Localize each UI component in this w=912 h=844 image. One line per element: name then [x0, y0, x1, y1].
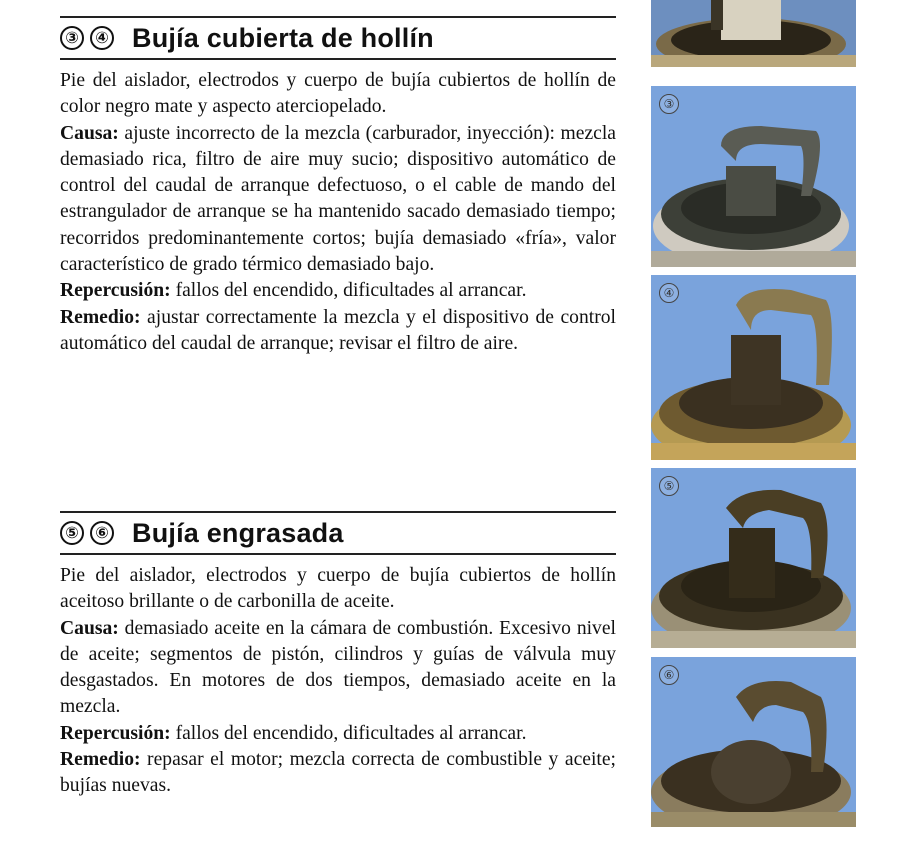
spark-plug-icon — [651, 86, 856, 267]
spark-plug-photo-5 — [651, 468, 856, 648]
figure-number-3: ③ — [60, 26, 84, 50]
intro-text: Pie del aislador, electrodos y cuerpo de bujía cubiertos de hollín de color negro mate y aspecto aterciopelado. — [60, 70, 616, 118]
spark-plug-photo-3 — [651, 86, 856, 267]
effect-paragraph — [60, 278, 616, 304]
section-soot-fouled — [60, 16, 616, 357]
figure-number-5: ⑤ — [60, 521, 84, 545]
effect-text: fallos del encendido, dificultades al arrancar. — [170, 722, 527, 744]
remedy-label: Remedio: — [60, 306, 141, 328]
bottom-rule — [60, 58, 616, 60]
spark-plug-icon — [651, 0, 856, 67]
photo-label: ③ — [659, 94, 679, 114]
effect-label: Repercusión: — [60, 722, 171, 744]
spark-plug-icon — [651, 468, 856, 648]
cause-label: Causa: — [60, 617, 119, 639]
photo-label: ⑤ — [659, 476, 679, 496]
remedy-paragraph — [60, 747, 616, 800]
spark-plug-icon — [651, 657, 856, 827]
intro-text: Pie del aislador, electrodos y cuerpo de bujía cubiertos de hollín aceitoso brillante o de carbonilla de aceite. — [60, 565, 616, 613]
section-body — [60, 563, 616, 800]
spark-plug-photo-6 — [651, 657, 856, 827]
spark-plug-photo-4 — [651, 275, 856, 460]
section-title: Bujía engrasada — [132, 517, 344, 548]
remedy-paragraph — [60, 305, 616, 358]
spark-plug-photo-top — [651, 0, 856, 67]
photo-label: ④ — [659, 283, 679, 303]
section-body — [60, 68, 616, 357]
figure-number-4: ④ — [90, 26, 114, 50]
section-oil-fouled — [60, 511, 616, 800]
cause-paragraph — [60, 616, 616, 721]
effect-text: fallos del encendido, dificultades al arrancar. — [170, 280, 527, 302]
effect-paragraph — [60, 721, 616, 747]
remedy-text: ajustar correctamente la mezcla y el dispositivo de control automático del caudal de arranque; revisar el filtro de aire. — [60, 306, 616, 354]
effect-label: Repercusión: — [60, 280, 171, 302]
cause-label: Causa: — [60, 122, 119, 144]
remedy-label: Remedio: — [60, 749, 141, 771]
spark-plug-icon — [651, 275, 856, 460]
section-header — [60, 513, 616, 553]
remedy-text: repasar el motor; mezcla correcta de combustible y aceite; bujías nuevas. — [60, 749, 616, 797]
photo-label: ⑥ — [659, 665, 679, 685]
section-title: Bujía cubierta de hollín — [132, 22, 434, 53]
bottom-rule — [60, 553, 616, 555]
figure-number-6: ⑥ — [90, 521, 114, 545]
cause-paragraph — [60, 121, 616, 279]
section-header — [60, 18, 616, 58]
cause-text: demasiado aceite en la cámara de combustión. Excesivo nivel de aceite; segmentos de pistón, cilindros y guías de válvula muy desgastados. En motores de dos tiempos, demasiado aceite en la mezcla. — [60, 617, 616, 718]
cause-text: ajuste incorrecto de la mezcla (carburador, inyección): mezcla demasiado rica, filtro de aire muy sucio; dispositivo automático de control del caudal de arranque defectuoso, o el cable de mando del estrangulador de arranque se ha mantenido sacado demasiado tiempo; recorridos predominantemente cortos; bujía demasiado «fría», valor característico de grado térmico demasiado bajo. — [60, 122, 616, 276]
